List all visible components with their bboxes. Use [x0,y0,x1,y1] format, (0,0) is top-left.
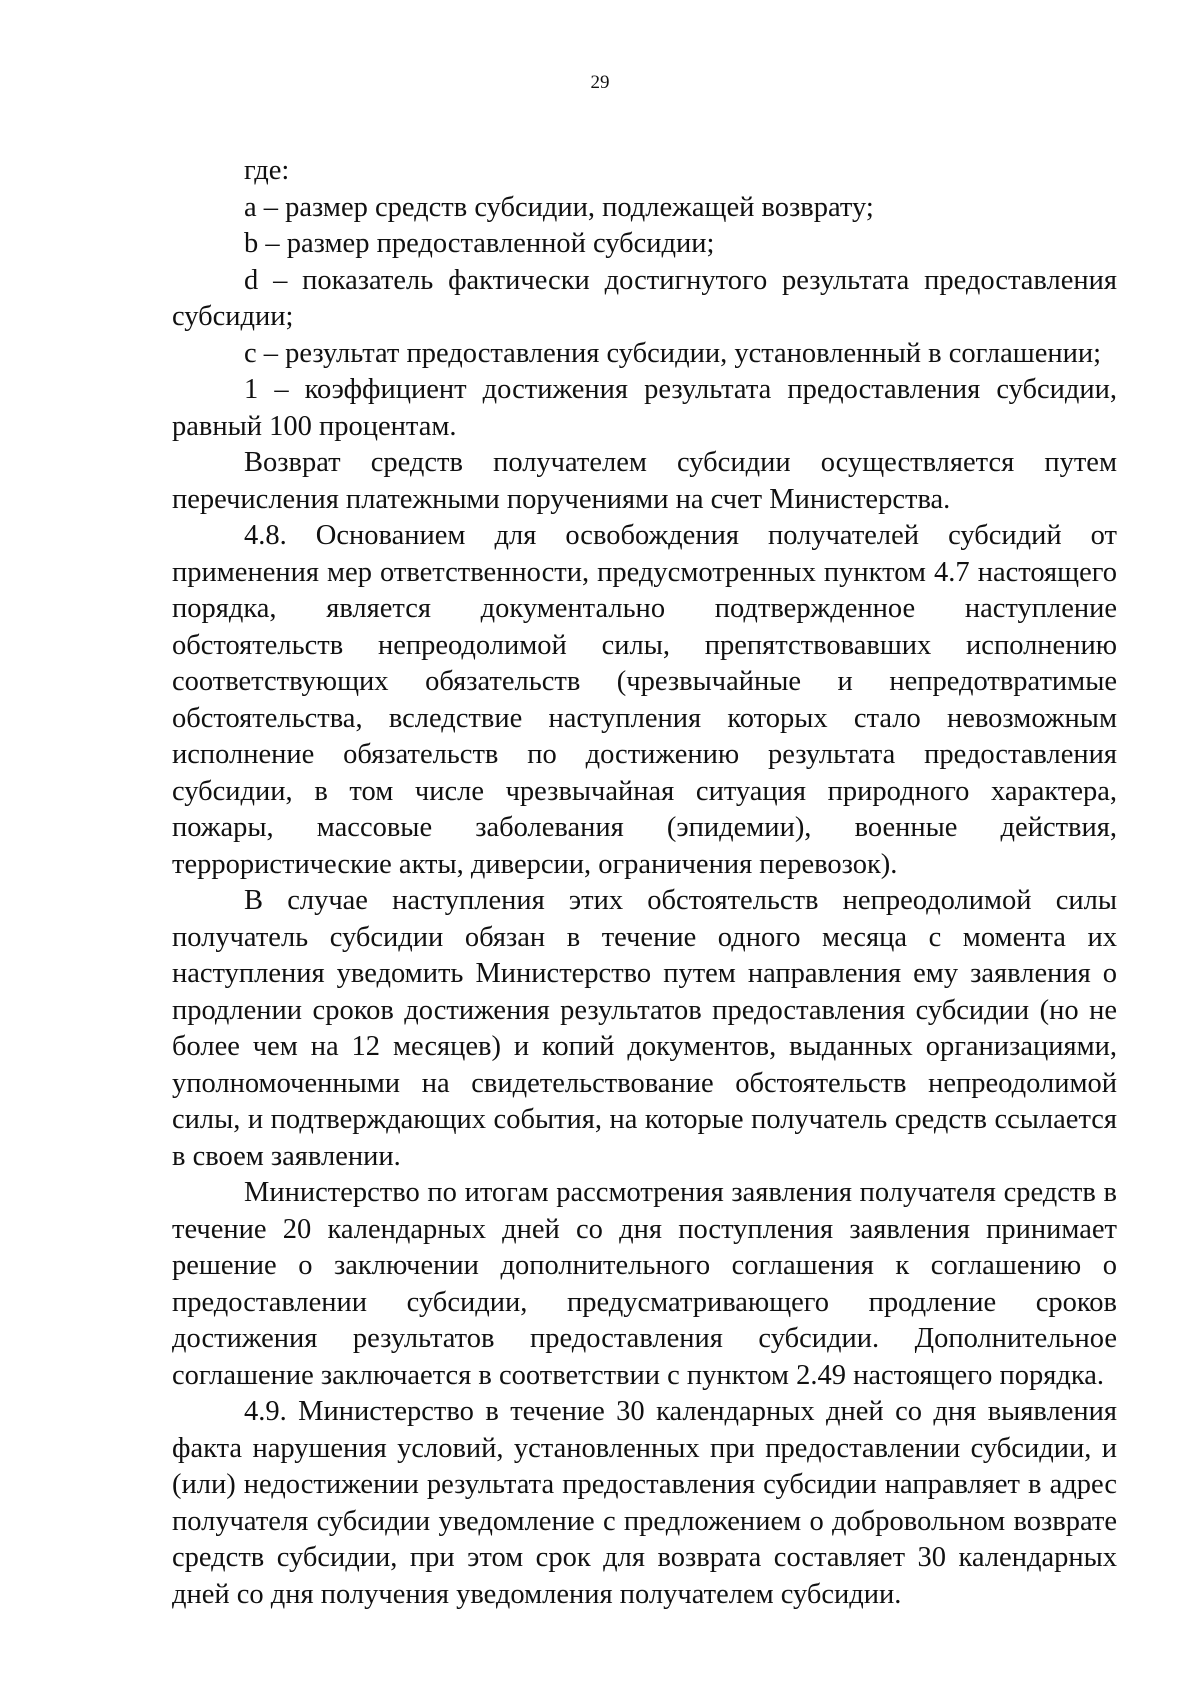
definition-a: a – размер средств субсидии, подлежащей возврату; [244,191,874,223]
clause-4-8: 4.8. Основанием для освобождения получателей субсидий от применения мер ответственности, предусмотренных пунктом 4.7 настоящего порядка, является документально подтвержденное наступление обстоятельств непреодолимой силы, препятствовавших исполнению соответствующих обязательств (чрезвычайные и непредотвратимые обстоятельства, вследствие наступления которых стало невозможным исполнение обязательств по достижению результата предоставления субсидии, в том числе чрезвычайная ситуация природного характера, пожары, массовые заболевания (эпидемии), военные действия, террористические акты, диверсии, ограничения перевозок). [172,520,1117,880]
force-majeure-paragraph: В случае наступления этих обстоятельств непреодолимой силы получатель субсидии обязан в течение одного месяца с момента их наступления уведомить Министерство путем направления ему заявления о продлении сроков достижения результатов предоставления субсидии (но не более чем на 12 месяцев) и копий документов, выданных организациями, уполномоченными на свидетельствование обстоятельств непреодолимой силы, и подтверждающих события, на которые получатель средств ссылается в своем заявлении. [172,885,1117,1172]
page-number: 29 [590,72,610,93]
refund-paragraph: Возврат средств получателем субсидии осуществляется путем перечисления платежными поручениями на счет Министерства. [172,447,1117,515]
definition-b: b – размер предоставленной субсидии; [244,228,715,259]
where-label: где: [244,155,290,186]
clause-4-9: 4.9. Министерство в течение 30 календарных дней со дня выявления факта нарушения условий, установленных при предоставлении субсидии, и (или) недостижении результата предоставления субсидии направляет в адрес получателя субсидии уведомление с предложением о добровольном возврате средств субсидии, при этом срок для возврата составляет 30 календарных дней со дня получения уведомления получателем субсидии. [172,1396,1117,1610]
definition-coefficient: 1 – коэффициент достижения результата предоставления субсидии, равный 100 процентам. [172,374,1117,442]
document-body [172,153,1117,1613]
ministry-decision-paragraph: Министерство по итогам рассмотрения заявления получателя средств в течение 20 календарных дней со дня поступления заявления принимает решение о заключении дополнительного соглашения к соглашению о предоставлении субсидии, предусматривающего продление сроков достижения результатов предоставления субсидии. Дополнительное соглашение заключается в соответствии с пунктом 2.49 настоящего порядка. [172,1177,1117,1391]
definition-c: c – результат предоставления субсидии, установленный в соглашении; [244,337,1102,369]
definition-d: d – показатель фактически достигнутого результата предоставления субсидии; [172,264,1117,332]
